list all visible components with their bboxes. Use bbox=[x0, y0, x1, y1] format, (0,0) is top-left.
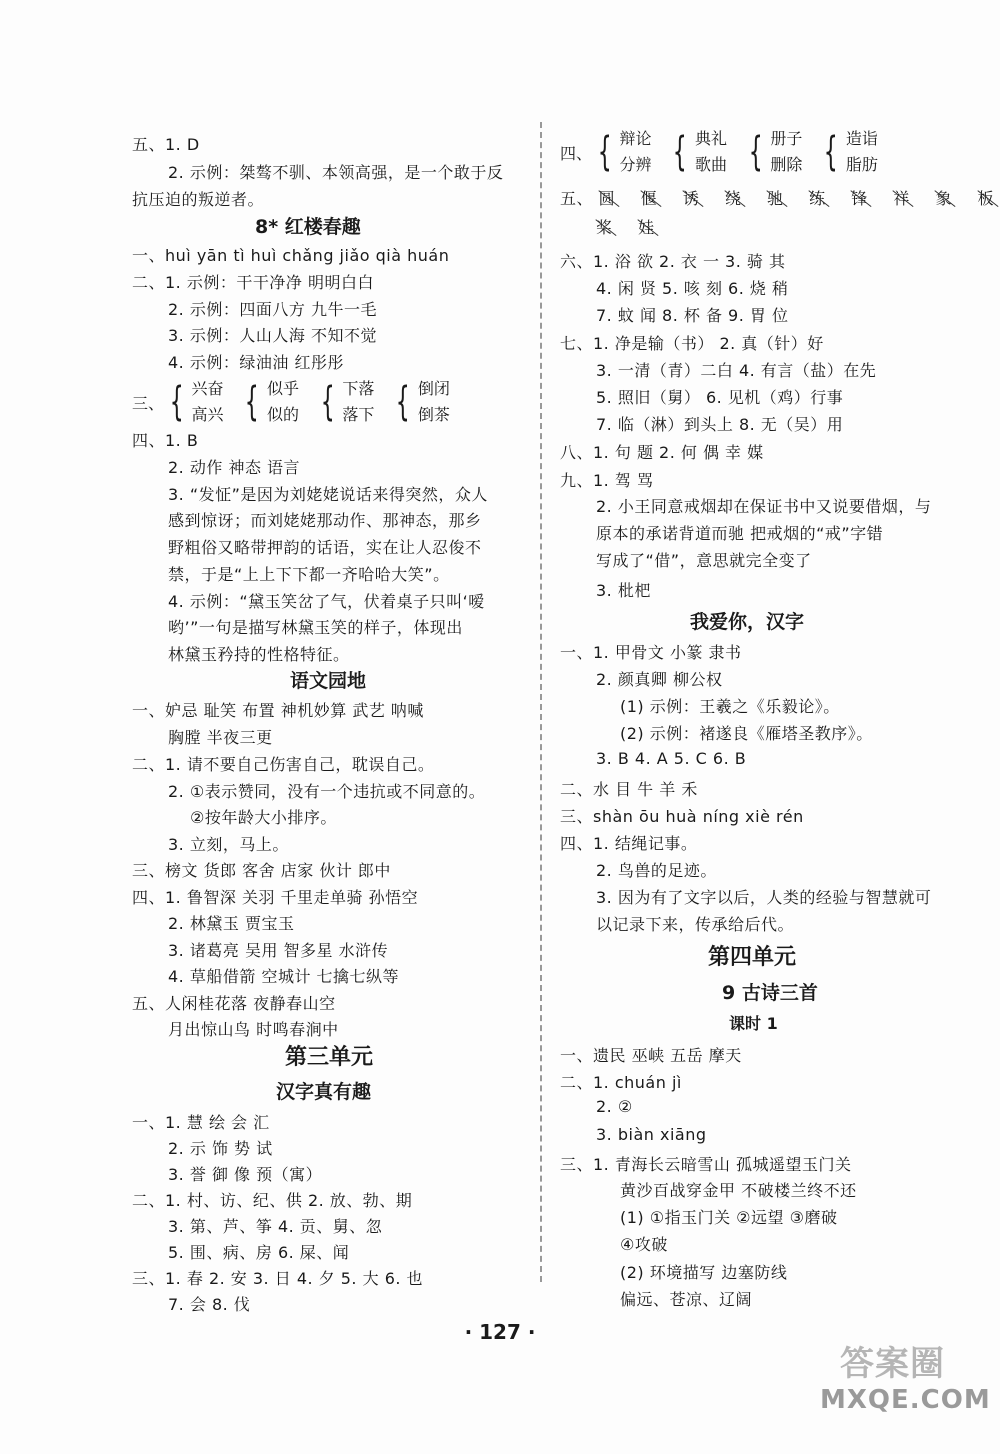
word: 造诣 bbox=[845, 129, 878, 148]
word: 分辨 bbox=[619, 155, 652, 174]
answer-line: 4. 草船借箭 空城计 七擒七纵等 bbox=[168, 967, 400, 986]
word: 典礼 bbox=[694, 129, 727, 148]
answer-line: 3. 诸葛亮 吴用 智多星 水浒传 bbox=[168, 941, 389, 960]
answer-line: 野粗俗又略带押韵的话语，实在让人忍俊不 bbox=[168, 538, 482, 557]
struck-char: 绕 bbox=[725, 186, 742, 209]
answer-line: 一、huì yān tì huì chǎng jiǎo qià huán bbox=[132, 246, 450, 265]
word-pair bbox=[619, 126, 651, 178]
struck-characters-row bbox=[596, 215, 675, 238]
answer-line: 二、1. 示例：干干净净 明明白白 bbox=[132, 273, 374, 292]
answer-line: 哟’”一句是描写林黛玉笑的样子，体现出 bbox=[168, 618, 463, 637]
answer-line: 2. 颜真卿 柳公权 bbox=[596, 670, 723, 689]
struck-char: 圆 bbox=[599, 186, 616, 209]
answer-line: 3. 第、芦、筝 4. 贡、舅、忽 bbox=[168, 1217, 383, 1236]
struck-char: 板 bbox=[978, 186, 995, 209]
word: 脂肪 bbox=[845, 155, 878, 174]
group-label: 五、 bbox=[560, 189, 594, 208]
answer-line: 偏远、苍凉、辽阔 bbox=[620, 1290, 753, 1309]
answer-line: 2. 示例：四面八方 九牛一毛 bbox=[168, 300, 377, 319]
unit-title-3: 第三单元 bbox=[285, 1045, 374, 1070]
struck-char: 诱 bbox=[683, 186, 700, 209]
answer-line: 三、榜文 货郎 客舍 店家 伙计 郎中 bbox=[132, 861, 391, 880]
word: 倒闭 bbox=[417, 379, 450, 398]
answer-line: 禁，于是“上上下下都一齐哈哈大笑”。 bbox=[168, 565, 450, 584]
word-pair bbox=[342, 376, 374, 428]
answer-line: 7. 蚊 闻 8. 杯 备 9. 胃 位 bbox=[596, 306, 789, 325]
word: 册子 bbox=[770, 129, 803, 148]
word: 下落 bbox=[342, 379, 375, 398]
answer-line: 7. 临（淋）到头上 8. 无（吴）用 bbox=[596, 415, 844, 434]
answer-line: 4. 闲 贤 5. 咳 刻 6. 烧 稍 bbox=[596, 279, 789, 298]
answer-line: 2. 示 饰 势 试 bbox=[168, 1139, 273, 1158]
answer-line: 七、1. 净是输（书） 2. 真（针）好 bbox=[560, 334, 824, 353]
answer-line: 3. 示例：人山人海 不知不觉 bbox=[168, 326, 377, 345]
word-pair bbox=[770, 126, 802, 178]
word: 歌曲 bbox=[694, 155, 727, 174]
answer-line: 2. 动作 神态 语言 bbox=[168, 458, 301, 477]
answer-line: 感到惊讶；而刘姥姥那动作、那神态，那乡 bbox=[168, 511, 482, 530]
answer-line: (2) 示例：褚遂良《雁塔圣教序》。 bbox=[620, 724, 873, 743]
brace-icon: { bbox=[169, 379, 184, 425]
section-title-hanzi: 汉字真有趣 bbox=[276, 1081, 372, 1103]
word-pair bbox=[267, 376, 299, 428]
column-divider bbox=[540, 122, 542, 1282]
answer-line: 3. 因为有了文字以后，人类的经验与智慧就可 bbox=[596, 888, 932, 907]
answer-line: 二、1. 请不要自己伤害自己，耽误自己。 bbox=[132, 755, 435, 774]
struck-char: 娃 bbox=[638, 215, 655, 238]
brace-icon: { bbox=[824, 129, 839, 175]
word: 删除 bbox=[770, 155, 803, 174]
answer-line: 3. 枇杷 bbox=[596, 581, 651, 600]
answer-line: 胸膛 半夜三更 bbox=[168, 728, 273, 747]
answer-line: 抗压迫的叛逆者。 bbox=[132, 190, 265, 209]
brace-icon: { bbox=[597, 129, 612, 175]
unit-title-4: 第四单元 bbox=[708, 945, 797, 970]
answer-line: 3. 一清（青）二白 4. 有言（盐）在先 bbox=[596, 361, 877, 380]
answer-line: 三、1. 春 2. 安 3. 日 4. 夕 5. 大 6. 也 bbox=[132, 1269, 424, 1288]
answer-line: 四、1. 鲁智深 关羽 千里走单骑 孙悟空 bbox=[132, 888, 419, 907]
group-label: 三、 bbox=[132, 393, 165, 413]
page-number-text: · 127 · bbox=[464, 1320, 536, 1344]
answer-line: 5. 照旧（舅） 6. 见机（鸡）行事 bbox=[596, 388, 844, 407]
brace-group bbox=[560, 126, 894, 178]
struck-char: 祥 bbox=[893, 186, 910, 209]
answer-line: 一、妒忌 耻笑 布置 神机妙算 武艺 呐喊 bbox=[132, 701, 424, 720]
answer-line: 2. 小王同意戒烟却在保证书中又说要借烟，与 bbox=[596, 497, 932, 516]
answer-line: 2. ② bbox=[596, 1097, 633, 1116]
answer-line: 三、shàn ōu huà níng xiè rén bbox=[560, 807, 804, 826]
answer-line: 3. biàn xiāng bbox=[596, 1125, 707, 1144]
answer-line: (2) 环境描写 边塞防线 bbox=[620, 1263, 788, 1282]
word: 辩论 bbox=[619, 129, 652, 148]
answer-line: 2. ①表示赞同，没有一个违抗或不同意的。 bbox=[168, 782, 486, 801]
struck-char: 偃 bbox=[641, 186, 658, 209]
answer-line: 以记录下来，传承给后代。 bbox=[596, 915, 795, 934]
word: 似乎 bbox=[266, 379, 299, 398]
answer-line: 一、1. 慧 绘 会 汇 bbox=[132, 1113, 270, 1132]
answer-line: 四、1. B bbox=[132, 431, 199, 450]
answer-line: 2. 林黛玉 贾宝玉 bbox=[168, 914, 295, 933]
answer-line: 5. 围、病、房 6. 屎、闻 bbox=[168, 1243, 350, 1262]
answer-line: 四、1. 结绳记事。 bbox=[560, 834, 698, 853]
answer-line: 4. 示例：绿油油 红彤彤 bbox=[168, 353, 344, 372]
word-pair bbox=[191, 376, 223, 428]
word-pair bbox=[846, 126, 878, 178]
answer-line: 三、1. 青海长云暗雪山 孤城遥望玉门关 bbox=[560, 1155, 852, 1174]
answer-line: 五、人闲桂花落 夜静春山空 bbox=[132, 994, 336, 1013]
answer-line: 3. 誉 御 像 预（寓） bbox=[168, 1165, 323, 1184]
watermark-logo: 答案圈 bbox=[840, 1344, 945, 1384]
watermark bbox=[820, 1344, 991, 1415]
answer-line: 一、遗民 巫峡 五岳 摩天 bbox=[560, 1046, 742, 1065]
answer-line: 二、水 目 牛 羊 禾 bbox=[560, 780, 698, 799]
answer-line: 3. B 4. A 5. C 6. B bbox=[596, 749, 747, 768]
word: 兴奋 bbox=[191, 379, 224, 398]
word-pair bbox=[695, 126, 727, 178]
answer-line: ②按年龄大小排序。 bbox=[190, 808, 337, 827]
word-pair bbox=[418, 376, 450, 428]
watermark-text: MXQE.COM bbox=[820, 1385, 991, 1415]
answer-line: 2. 鸟兽的足迹。 bbox=[596, 861, 717, 880]
brace-group bbox=[132, 376, 466, 428]
brace-icon: { bbox=[673, 129, 688, 175]
answer-line: 五、1. D bbox=[132, 135, 200, 154]
answer-line: 八、1. 句 题 2. 何 偶 幸 媒 bbox=[560, 443, 764, 462]
struck-char: 锋 bbox=[851, 186, 868, 209]
section-title-yuwen: 语文园地 bbox=[290, 670, 367, 692]
struck-char: 练 bbox=[809, 186, 826, 209]
word: 倒茶 bbox=[417, 405, 450, 424]
answer-line: 3. “发怔”是因为刘姥姥说话来得突然，众人 bbox=[168, 485, 488, 504]
answer-line: 原本的承诺背道而驰 把戒烟的“戒”字错 bbox=[596, 524, 884, 543]
struck-char: 驰 bbox=[767, 186, 784, 209]
answer-line: 林黛玉矜持的性格特征。 bbox=[168, 645, 350, 664]
answer-line: ④攻破 bbox=[620, 1235, 668, 1254]
answer-line: 六、1. 浴 欲 2. 衣 一 3. 骑 其 bbox=[560, 252, 786, 271]
word: 高兴 bbox=[191, 405, 224, 424]
answer-line: 7. 会 8. 伐 bbox=[168, 1295, 251, 1314]
answer-line: 月出惊山鸟 时鸣春涧中 bbox=[168, 1020, 339, 1039]
answer-line: 3. 立刻，马上。 bbox=[168, 835, 289, 854]
section-title-woai: 我爱你，汉字 bbox=[690, 611, 805, 633]
answer-line: 4. 示例：“黛玉笑岔了气，伏着桌子只叫‘嗳 bbox=[168, 592, 485, 611]
brace-icon: { bbox=[748, 129, 763, 175]
answer-line: 二、1. 村、访、纪、供 2. 放、勃、期 bbox=[132, 1191, 413, 1210]
group-label: 四、 bbox=[560, 143, 593, 163]
struck-char: 象 bbox=[935, 186, 952, 209]
answer-line: 二、1. chuán jì bbox=[560, 1073, 682, 1092]
brace-icon: { bbox=[320, 379, 335, 425]
answer-line: 写成了“借”，意思就完全变了 bbox=[596, 551, 812, 570]
brace-icon: { bbox=[245, 379, 260, 425]
answer-line: 一、1. 甲骨文 小篆 隶书 bbox=[560, 643, 742, 662]
answer-line: 黄沙百战穿金甲 不破楼兰终不还 bbox=[620, 1181, 857, 1200]
section-title-9: 9 古诗三首 bbox=[722, 982, 818, 1004]
answer-line: 九、1. 驾 骂 bbox=[560, 471, 654, 490]
struck-characters-row bbox=[560, 186, 1000, 209]
answer-line: (1) 示例：王羲之《乐毅论》。 bbox=[620, 697, 840, 716]
section-title-8: 8* 红楼春趣 bbox=[255, 216, 361, 238]
lesson-title: 课时 1 bbox=[729, 1014, 778, 1033]
brace-icon: { bbox=[396, 379, 411, 425]
word: 落下 bbox=[342, 405, 375, 424]
answer-line: 2. 示例：桀骜不驯、本领高强，是一个敢于反 bbox=[168, 163, 504, 182]
struck-char: 桨 bbox=[596, 215, 613, 238]
word: 似的 bbox=[266, 405, 299, 424]
answer-line: (1) ①指玉门关 ②远望 ③磨破 bbox=[620, 1208, 838, 1227]
